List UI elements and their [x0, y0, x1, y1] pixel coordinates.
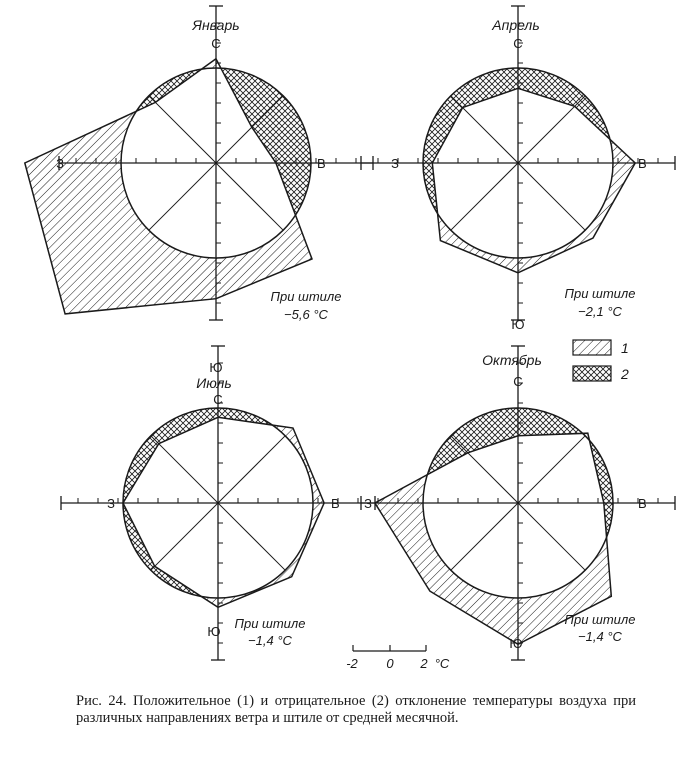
month-title: Октябрь [482, 352, 542, 368]
calm-label: При штиле [270, 289, 342, 304]
dir-west-label: З [107, 496, 115, 511]
scale-label-plus2: 2 [420, 656, 428, 671]
scale-unit: °C [434, 656, 450, 671]
month-title: Июль [196, 375, 232, 391]
dir-east-label: В [331, 496, 340, 511]
panel-october [361, 346, 675, 660]
dir-west-label: З [56, 156, 64, 171]
month-title: Январь [192, 17, 240, 33]
calm-label: При штиле [564, 612, 636, 627]
dir-east-label: В [638, 496, 647, 511]
legend-label-negative: 2 [621, 366, 629, 382]
axes [361, 6, 675, 320]
dir-west-label: З [364, 496, 372, 511]
month-title: Апрель [492, 17, 540, 33]
dir-north-label: С [213, 392, 223, 407]
figure-caption: Рис. 24. Положительное (1) и отрицательное (2) отклонение температуры воздуха при различных направлениях ветра и штиле от средней месячной. [76, 693, 636, 726]
dir-north-label: С [513, 36, 523, 51]
dir-south-label: Ю [511, 317, 525, 332]
calm-value: −2,1 °C [578, 304, 622, 319]
legend [573, 340, 629, 382]
panel-january [25, 6, 373, 375]
panel-april [361, 6, 675, 332]
legend-swatch-positive [573, 340, 611, 355]
scale-label-minus2: -2 [346, 656, 358, 671]
dir-east-label: В [317, 156, 326, 171]
dir-south-label: Ю [209, 360, 223, 375]
calm-value: −1,4 °C [578, 629, 622, 644]
dir-north-label: С [211, 36, 221, 51]
calm-label: При штиле [564, 286, 636, 301]
scale-label-zero: 0 [386, 656, 394, 671]
calm-value: −5,6 °C [284, 307, 328, 322]
dir-east-label: В [638, 156, 647, 171]
dir-south-label: Ю [509, 636, 523, 651]
legend-label-positive: 1 [621, 340, 629, 356]
scale-bar [346, 645, 450, 671]
panel-july [61, 346, 375, 660]
legend-swatch-negative [573, 366, 611, 381]
calm-label: При штиле [234, 616, 306, 631]
dir-west-label: З [391, 156, 399, 171]
calm-value: −1,4 °C [248, 633, 292, 648]
dir-south-label: Ю [207, 624, 221, 639]
dir-north-label: С [513, 374, 523, 389]
